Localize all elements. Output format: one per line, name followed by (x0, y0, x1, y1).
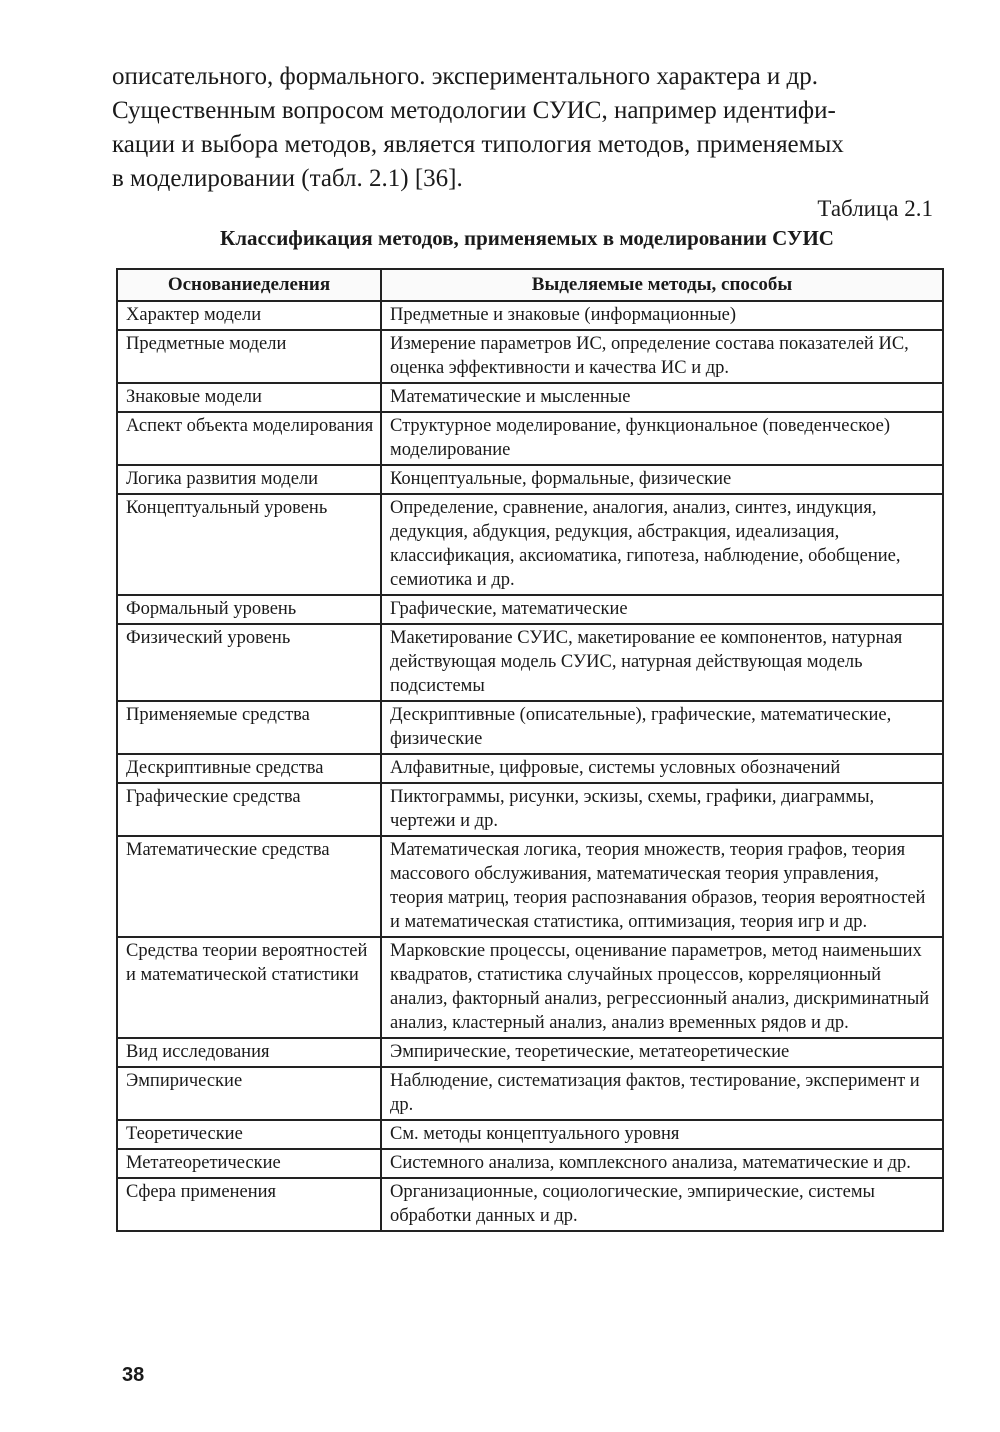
basis-cell: Логика развития модели (117, 465, 381, 494)
table-caption: Классификация методов, применяемых в моделировании СУИС (220, 226, 834, 250)
basis-cell: Теоретические (117, 1120, 381, 1149)
basis-cell: Концептуальный уровень (117, 494, 381, 595)
table-row (117, 1067, 943, 1120)
methods-cell: Макетирование СУИС, макетирование ее компонентов, натурная действующая модель СУИС, натурная действующая модель подсистемы (381, 624, 943, 701)
table-row (117, 465, 943, 494)
table-header-row (117, 269, 943, 301)
intro-line: в моделировании (табл. 2.1) [36]. (112, 165, 463, 192)
methods-cell: Графические, математические (381, 595, 943, 624)
methods-cell: Дескриптивные (описательные), графические, математические, физические (381, 701, 943, 754)
table-row (117, 330, 943, 383)
intro-line: описательного, формального. экспериментального характера и др. (112, 63, 819, 90)
basis-cell: Знаковые модели (117, 383, 381, 412)
basis-cell: Эмпирические (117, 1067, 381, 1120)
page-number: 38 (122, 1364, 145, 1386)
methods-cell: Концептуальные, формальные, физические (381, 465, 943, 494)
basis-cell: Применяемые средства (117, 701, 381, 754)
methods-cell: Наблюдение, систематизация фактов, тестирование, эксперимент и др. (381, 1067, 943, 1120)
table-row (117, 836, 943, 937)
table-row (117, 595, 943, 624)
intro-paragraph (112, 60, 940, 196)
methods-cell: Измерение параметров ИС, определение состава показателей ИС, оценка эффективности и качества ИС и др. (381, 330, 943, 383)
methods-cell: См. методы концептуального уровня (381, 1120, 943, 1149)
table-row (117, 383, 943, 412)
header-methods: Выделяемые методы, способы (381, 269, 943, 301)
table-row (117, 494, 943, 595)
basis-cell: Дескриптивные средства (117, 754, 381, 783)
methods-cell: Алфавитные, цифровые, системы условных обозначений (381, 754, 943, 783)
intro-line: кации и выбора методов, является типология методов, применяемых (112, 131, 844, 158)
table-row (117, 1120, 943, 1149)
methods-cell: Пиктограммы, рисунки, эскизы, схемы, графики, диаграммы, чертежи и др. (381, 783, 943, 836)
table-row (117, 1038, 943, 1067)
methods-cell: Организационные, социологические, эмпирические, системы обработки данных и др. (381, 1178, 943, 1231)
table-row (117, 412, 943, 465)
methods-table (116, 268, 944, 1232)
basis-cell: Аспект объекта моделирования (117, 412, 381, 465)
table-row (117, 783, 943, 836)
methods-cell: Эмпирические, теоретические, метатеоретические (381, 1038, 943, 1067)
methods-cell: Системного анализа, комплексного анализа, математические и др. (381, 1149, 943, 1178)
methods-cell: Предметные и знаковые (информационные) (381, 301, 943, 330)
basis-cell: Средства теории вероятностей и математической статистики (117, 937, 381, 1038)
basis-cell: Сфера применения (117, 1178, 381, 1231)
table-row (117, 937, 943, 1038)
table-row (117, 301, 943, 330)
table-row (117, 701, 943, 754)
table-row (117, 754, 943, 783)
basis-cell: Предметные модели (117, 330, 381, 383)
basis-cell: Математические средства (117, 836, 381, 937)
table-row (117, 1149, 943, 1178)
basis-cell: Формальный уровень (117, 595, 381, 624)
table-body (117, 301, 943, 1231)
methods-cell: Структурное моделирование, функциональное (поведенческое) моделирование (381, 412, 943, 465)
basis-cell: Метатеоретические (117, 1149, 381, 1178)
basis-cell: Характер модели (117, 301, 381, 330)
basis-cell: Вид исследования (117, 1038, 381, 1067)
methods-cell: Математическая логика, теория множеств, теория графов, теория массового обслуживания, математическая теория управления, теория матриц, теория распознавания образов, теория вероятностей и математическая статистика, оптимизация, теория игр и др. (381, 836, 943, 937)
intro-line: Существенным вопросом методологии СУИС, например идентифи- (112, 97, 836, 124)
methods-cell: Марковские процессы, оценивание параметров, метод наименьших квадратов, статистика случайных процессов, корреляционный анализ, факторный анализ, регрессионный анализ, дискриминатный анализ, кластерный анализ, анализ временных рядов и др. (381, 937, 943, 1038)
basis-cell: Графические средства (117, 783, 381, 836)
table-number: Таблица 2.1 (817, 196, 933, 221)
table-row (117, 1178, 943, 1231)
methods-cell: Математические и мысленные (381, 383, 943, 412)
table-row (117, 624, 943, 701)
header-basis: Основаниеделения (117, 269, 381, 301)
basis-cell: Физический уровень (117, 624, 381, 701)
methods-cell: Определение, сравнение, аналогия, анализ, синтез, индукция, дедукция, абдукция, редукция, абстракция, идеализация, классификация, аксиоматика, гипотеза, наблюдение, обобщение, семиотика и др. (381, 494, 943, 595)
